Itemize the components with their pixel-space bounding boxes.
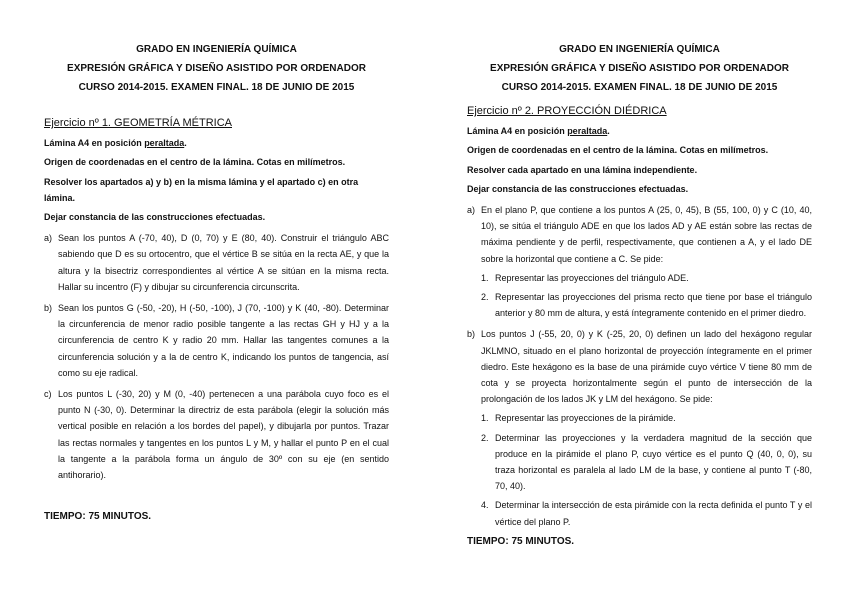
section-b-step-4	[481, 497, 812, 529]
sheet-format-suffix: .	[607, 126, 610, 137]
section-a-label: a)	[44, 233, 53, 244]
section-a-text: En el plano P, que contiene a los puntos A (25, 0, 45), B (55, 100, 0) y C (10, 40, 10), se sitúa el triángulo ADE en que los lados AD y AE están sobre las rectas de máxima pendiente y de perfil, respectivamente, que contienen a A, y el lado DE sobre la horizontal que contiene a C. Se pide:	[481, 205, 812, 264]
section-a-step-2	[481, 289, 812, 321]
step-label: 2.	[481, 432, 489, 443]
section-b-text: Sean los puntos G (-50, -20), H (-50, -100), J (70, -100) y K (40, -80). Determinar la circunferencia de menor radio posible tangente a las rectas GH y HJ y a la circunferencia de centro K y radio 20 mm. Hallar las tangentes comunes a la circunferencia solución y a la de centro K, indicando los puntos de tangencia, así como su eje radical.	[58, 303, 389, 378]
record-note: Dejar constancia de las construcciones efectuadas.	[467, 183, 689, 194]
header-degree: GRADO EN INGENIERÍA QUÍMICA	[136, 44, 297, 55]
header-exam-date: CURSO 2014-2015. EXAMEN FINAL. 18 DE JUNIO DE 2015	[78, 82, 355, 93]
section-c	[44, 386, 389, 483]
sheet-format-prefix: Lámina A4 en posición	[467, 126, 568, 137]
header-degree: GRADO EN INGENIERÍA QUÍMICA	[559, 44, 720, 55]
exercise-2-title	[467, 103, 812, 119]
step-label: 4.	[481, 500, 489, 511]
exercise-1-title	[44, 115, 389, 131]
origin-note: Origen de coordenadas en el centro de la lámina. Cotas en milímetros.	[44, 157, 346, 168]
sheet-format	[467, 123, 812, 139]
sheet-format-orientation: peraltada	[567, 126, 608, 137]
step-label: 1.	[481, 272, 489, 283]
sheet-format	[44, 135, 389, 151]
origin-note: Origen de coordenadas en el centro de la lámina. Cotas en milímetros.	[467, 145, 769, 156]
sheet-format-orientation: peraltada	[144, 138, 185, 149]
record-note: Dejar constancia de las construcciones efectuadas.	[44, 212, 266, 223]
time-limit: TIEMPO: 75 MINUTOS.	[44, 511, 152, 523]
step-text: Representar las proyecciones del prisma recto que tiene por base el triángulo anterior y 80 mm de altura, y está íntegramente contenido en el primer diedro.	[495, 292, 812, 319]
resolve-note: Resolver los apartados a) y b) en la misma lámina y el apartado c) en otra lámina.	[44, 176, 359, 203]
section-a-text: Sean los puntos A (-70, 40), D (0, 70) y E (80, 40). Construir el triángulo ABC sabiendo que D es su ortocentro, que el vértice B se sitúa en la recta AE, y que la altura y la bisectriz correspondientes al vértice A se sitúan en la misma recta. Hallar su incentro (F) y dibujar su circunferencia circunscrita.	[58, 233, 389, 292]
resolve-note: Resolver cada apartado en una lámina independiente.	[467, 164, 698, 175]
step-text: Representar las proyecciones del triángulo ADE.	[495, 272, 689, 283]
step-text: Representar las proyecciones de la pirámide.	[495, 413, 676, 424]
section-a	[467, 202, 812, 267]
step-label: 2.	[481, 292, 489, 303]
step-text: Determinar la intersección de esta pirámide con la recta definida el punto T y el vértice del plano P.	[495, 500, 812, 527]
section-b-step-2	[481, 430, 812, 495]
section-b-label: b)	[467, 329, 476, 340]
header-course-title: EXPRESIÓN GRÁFICA Y DISEÑO ASISTIDO POR ORDENADOR	[490, 63, 789, 74]
section-b-text: Los puntos J (-55, 20, 0) y K (-25, 20, 0) definen un lado del hexágono regular JKLMNO, situado en el plano horizontal de proyección íntegramente en el primer diedro. Este hexágono es la base de una pirámide cuyo vértice V tiene 80 mm de cota y se proyecta horizontalmente según el punto de intersección de la prolongación de los lados JK y LM del hexágono. Se pide:	[481, 329, 812, 405]
sheet-format-suffix: .	[184, 138, 187, 149]
exercise-1-column	[44, 40, 389, 525]
header-exam-date: CURSO 2014-2015. EXAMEN FINAL. 18 DE JUNIO DE 2015	[501, 82, 778, 93]
header-course-title: EXPRESIÓN GRÁFICA Y DISEÑO ASISTIDO POR ORDENADOR	[67, 63, 366, 74]
exercise-1-title-text: Ejercicio nº 1. GEOMETRÍA MÉTRICA	[44, 117, 232, 129]
section-a-label: a)	[467, 205, 476, 216]
time-limit: TIEMPO: 75 MINUTOS.	[467, 535, 575, 547]
section-a-step-1	[481, 270, 812, 286]
section-b-label: b)	[44, 303, 53, 314]
section-c-label: c)	[44, 389, 52, 400]
section-b	[44, 300, 389, 381]
step-label: 1.	[481, 413, 489, 424]
section-c-text: Los puntos L (-30, 20) y M (0, -40) pertenecen a una parábola cuyo foco es el punto N (-30, 0). Determinar la directriz de esta parábola (elegir la solución más vertical posible en relación a los bordes del papel), y dibujarla por puntos. Trazar las rectas normales y tangentes en los puntos L y M, y hallar el punto P en el cual la tangente a la parábola forma un ángulo de 30º con su eje (en sentido antihorario).	[58, 389, 389, 481]
exercise-2-title-text: Ejercicio nº 2. PROYECCIÓN DIÉDRICA	[467, 105, 667, 117]
section-b-step-1	[481, 410, 812, 426]
step-text: Determinar las proyecciones y la verdadera magnitud de la sección que produce en la pirámide el plano P, cuyo vértice es el punto Q (40, 0, 0), su traza horizontal es paralela al lado LM de la base, y contiene al punto T (-80, 70, 40).	[495, 432, 812, 492]
exercise-2-column	[467, 40, 812, 550]
section-a	[44, 230, 389, 295]
section-b	[467, 326, 812, 407]
sheet-format-prefix: Lámina A4 en posición	[44, 138, 145, 149]
